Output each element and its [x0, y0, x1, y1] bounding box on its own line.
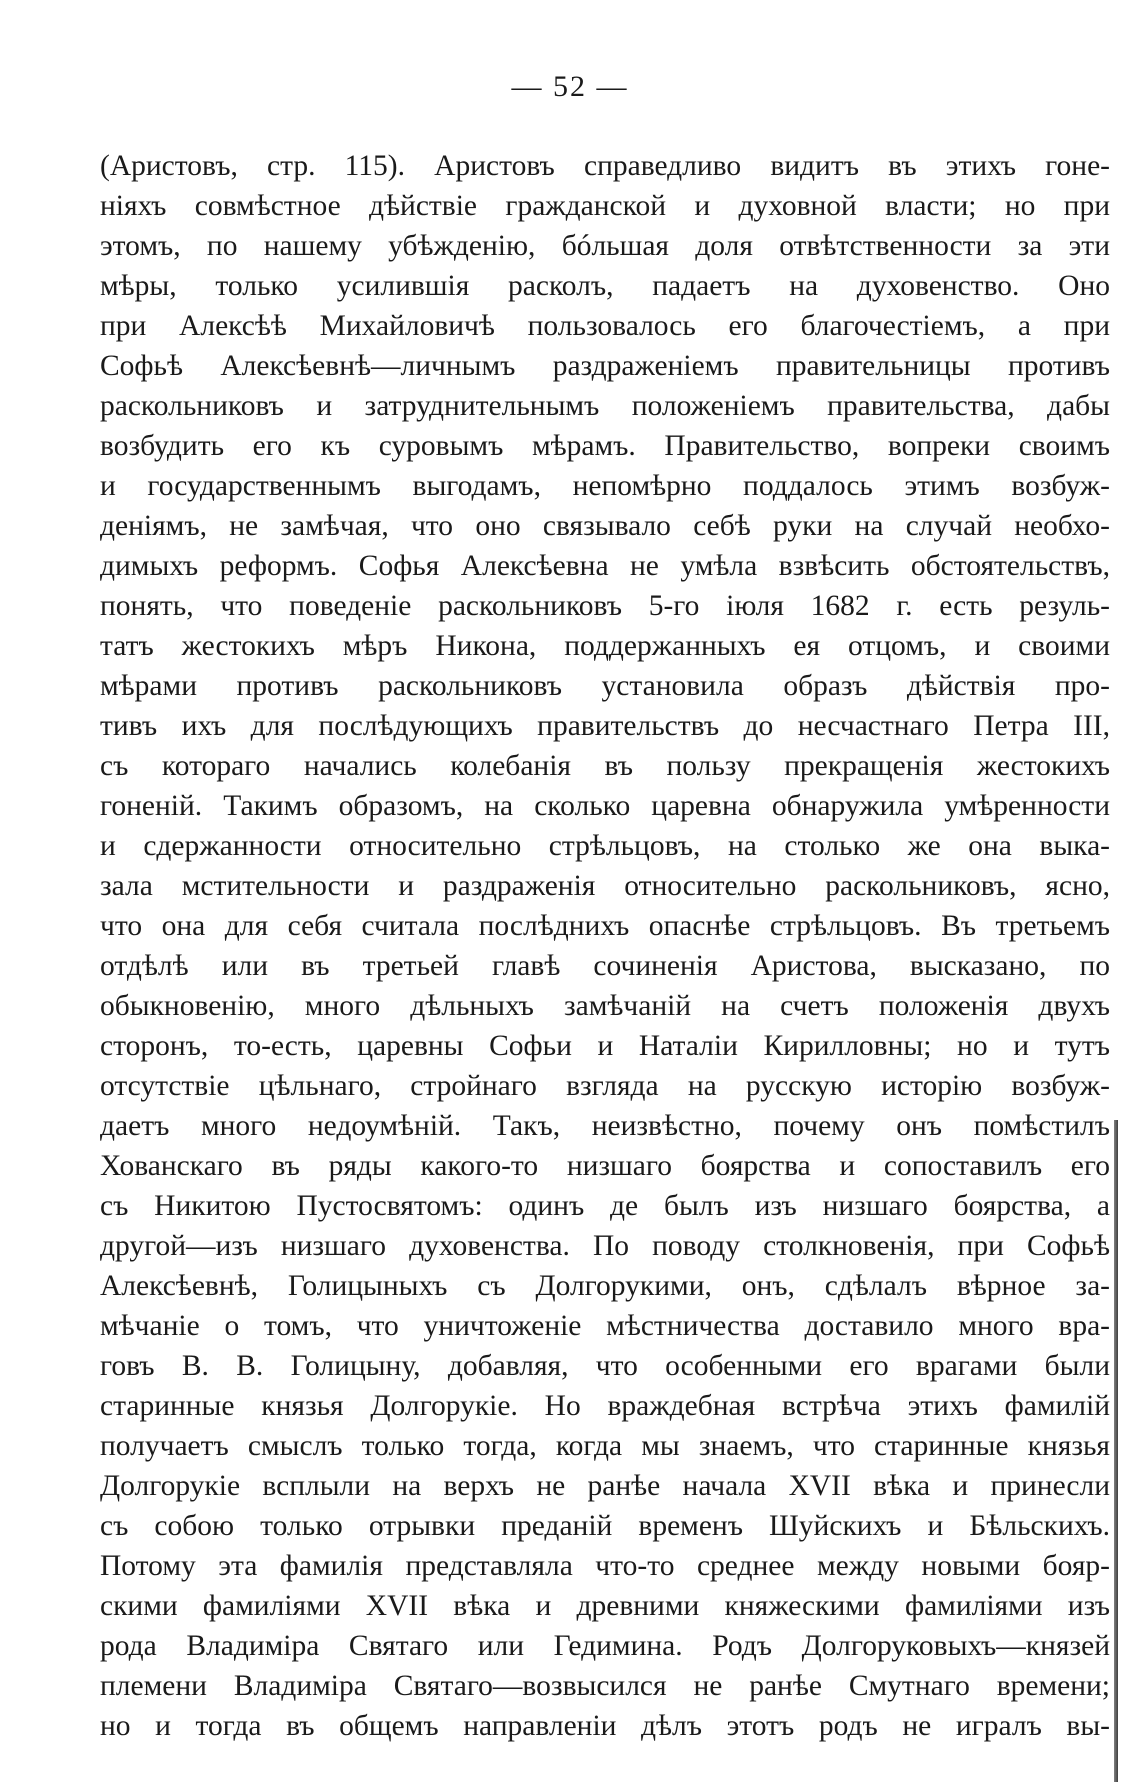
text-line: понять, что поведеніе раскольниковъ 5-го іюля 1682 г. есть резуль-	[100, 590, 1110, 622]
text-line: съ Никитою Пустосвятомъ: одинъ де былъ изъ низшаго боярства, а	[100, 1190, 1110, 1222]
text-line: деніямъ, не замѣчая, что оно связывало себѣ руки на случай необхо-	[100, 510, 1110, 542]
text-line: Потому эта фамилія представляла что-то среднее между новыми бояр-	[100, 1550, 1110, 1582]
text-line: скими фамиліями XVII вѣка и древними княжескими фамиліями изъ	[100, 1590, 1110, 1622]
text-line: Хованскаго въ ряды какого-то низшаго боярства и сопоставилъ его	[100, 1150, 1110, 1182]
text-line: получаетъ смыслъ только тогда, когда мы знаемъ, что старинные князья	[100, 1430, 1110, 1462]
text-line: мѣрами противъ раскольниковъ установила образъ дѣйствія про-	[100, 670, 1110, 702]
text-line: Софьѣ Алексѣевнѣ—личнымъ раздраженіемъ правительницы противъ	[100, 350, 1110, 382]
page-number: — 52 —	[511, 70, 629, 103]
text-line: и сдержанности относительно стрѣльцовъ, на столько же она выка-	[100, 830, 1110, 862]
text-line: зала мстительности и раздраженія относительно раскольниковъ, ясно,	[100, 870, 1110, 902]
text-line: сторонъ, то-есть, царевны Софьи и Наталіи Кирилловны; но и тутъ	[100, 1030, 1110, 1062]
text-line: этомъ, по нашему убѣжденію, бóльшая доля отвѣтственности за эти	[100, 230, 1110, 262]
text-line: съ собою только отрывки преданій временъ Шуйскихъ и Бѣльскихъ.	[100, 1510, 1110, 1542]
text-line: Долгорукіе всплыли на верхъ не ранѣе начала XVII вѣка и принесли	[100, 1470, 1110, 1502]
text-line: даетъ много недоумѣній. Такъ, неизвѣстно, почему онъ помѣстилъ	[100, 1110, 1110, 1142]
text-line: говъ В. В. Голицыну, добавляя, что особенными его врагами были	[100, 1350, 1110, 1382]
text-line: отсутствіе цѣльнаго, стройнаго взгляда на русскую исторію возбуж-	[100, 1070, 1110, 1102]
text-line: отдѣлѣ или въ третьей главѣ сочиненія Аристова, высказано, по	[100, 950, 1110, 982]
text-line: старинные князья Долгорукіе. Но враждебная встрѣча этихъ фамилій	[100, 1390, 1110, 1422]
text-line: Алексѣевнѣ, Голицыныхъ съ Долгорукими, онъ, сдѣлалъ вѣрное за-	[100, 1270, 1110, 1302]
text-line: димыхъ реформъ. Софья Алексѣевна не умѣла взвѣсить обстоятельствъ,	[100, 550, 1110, 582]
text-line: и государственнымъ выгодамъ, непомѣрно поддалось этимъ возбуж-	[100, 470, 1110, 502]
text-line: гоненій. Такимъ образомъ, на сколько царевна обнаружила умѣренности	[100, 790, 1110, 822]
body-text	[100, 146, 1110, 1746]
text-line: возбудить его къ суровымъ мѣрамъ. Правительство, вопреки своимъ	[100, 430, 1110, 462]
text-line: но и тогда въ общемъ направленіи дѣлъ этотъ родъ не игралъ вы-	[100, 1710, 1110, 1742]
text-line: мѣры, только усилившія расколъ, падаетъ на духовенство. Оно	[100, 270, 1110, 302]
text-line: при Алексѣѣ Михайловичѣ пользовалось его благочестіемъ, а при	[100, 310, 1110, 342]
text-line: тивъ ихъ для послѣдующихъ правительствъ до несчастнаго Петра III,	[100, 710, 1110, 742]
text-line: раскольниковъ и затруднительнымъ положеніемъ правительства, дабы	[100, 390, 1110, 422]
text-line: что она для себя считала послѣднихъ опаснѣе стрѣльцовъ. Въ третьемъ	[100, 910, 1110, 942]
text-line: рода Владиміра Святаго или Гедимина. Родъ Долгоруковыхъ—князей	[100, 1630, 1110, 1662]
text-line: (Аристовъ, стр. 115). Аристовъ справедливо видитъ въ этихъ гоне-	[100, 150, 1110, 182]
text-line: ніяхъ совмѣстное дѣйствіе гражданской и духовной власти; но при	[100, 190, 1110, 222]
page-edge-shadow	[1114, 1120, 1118, 1782]
text-line: татъ жестокихъ мѣръ Никона, поддержанныхъ ея отцомъ, и своими	[100, 630, 1110, 662]
text-line: племени Владиміра Святаго—возвысился не ранѣе Смутнаго времени;	[100, 1670, 1110, 1702]
text-line: мѣчаніе о томъ, что уничтоженіе мѣстничества доставило много вра-	[100, 1310, 1110, 1342]
text-line: другой—изъ низшаго духовенства. По поводу столкновенія, при Софьѣ	[100, 1230, 1110, 1262]
text-line: обыкновенію, много дѣльныхъ замѣчаній на счетъ положенія двухъ	[100, 990, 1110, 1022]
text-line: съ котораго начались колебанія въ пользу прекращенія жестокихъ	[100, 750, 1110, 782]
